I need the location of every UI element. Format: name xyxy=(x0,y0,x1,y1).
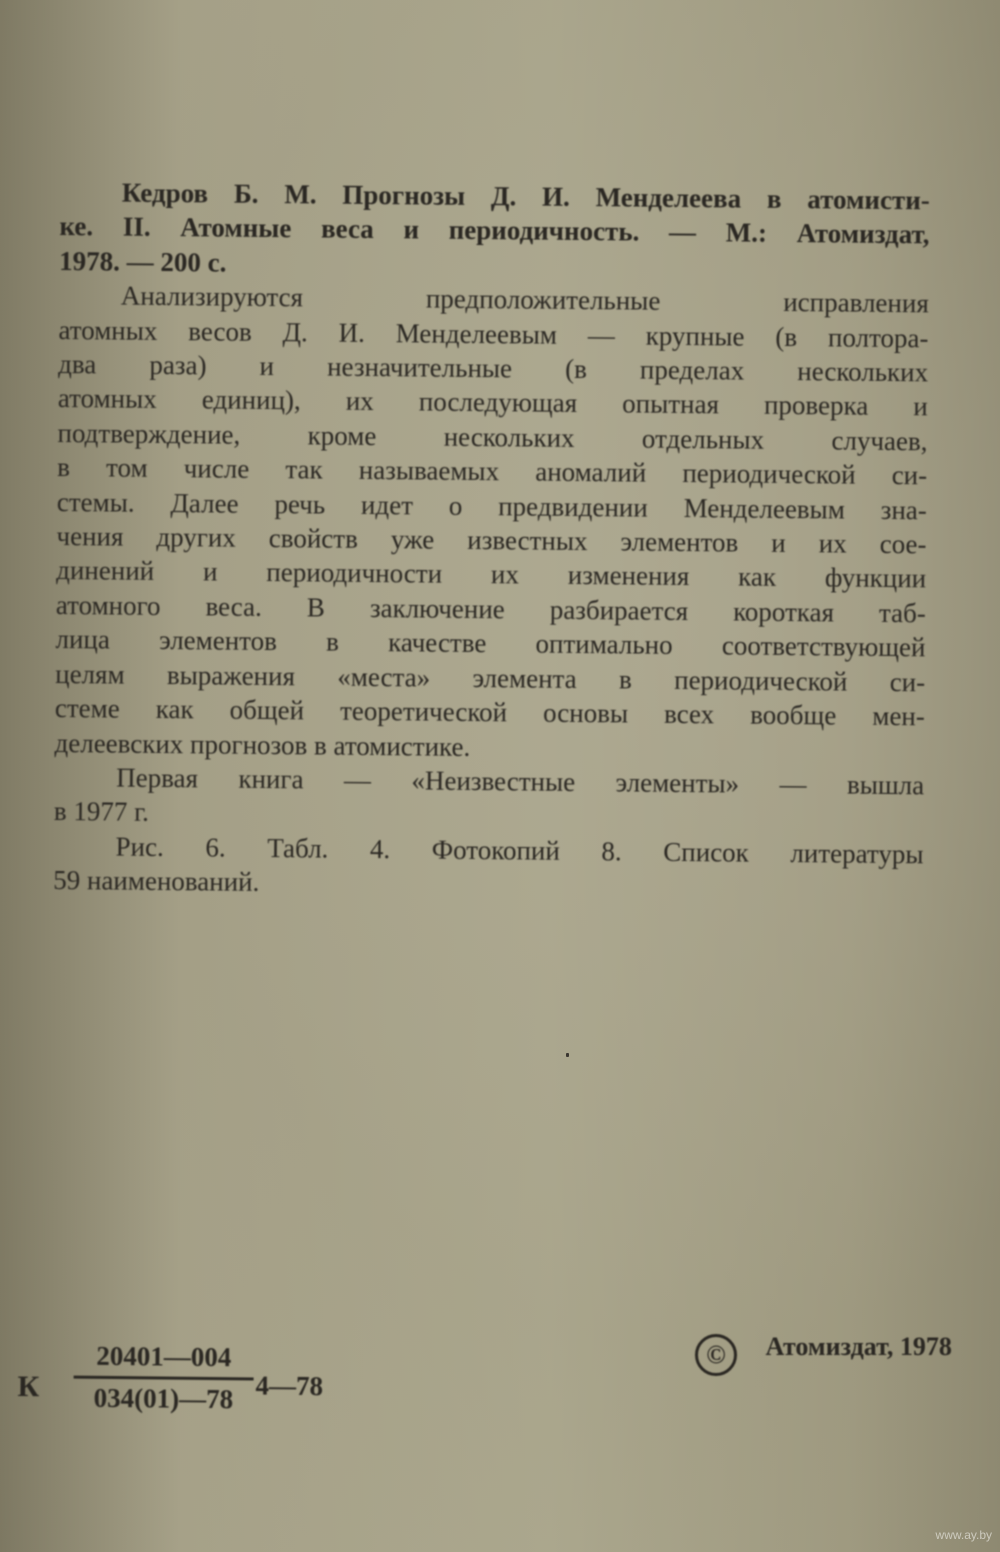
stats-line: 59 наименований. xyxy=(53,865,260,898)
abstract-line: стемы. Далее речь идет о предвидении Менделеевым зна- xyxy=(56,486,927,525)
catalog-fraction xyxy=(73,1341,254,1416)
abstract-line: атомных единиц), их последующая опытная проверка и xyxy=(57,383,928,422)
annotation-text xyxy=(53,175,930,906)
abstract-line: атомного веса. В заключение разбирается короткая таб- xyxy=(55,589,926,629)
copyright-notice xyxy=(695,1331,952,1390)
abstract-line: два раза) и незначительные (в пределах нескольких xyxy=(58,349,929,388)
abstract-line: динений и периодичности их изменения как функции xyxy=(56,555,927,594)
catalog-index-number: 4—78 xyxy=(255,1370,324,1402)
abstract-line: чения других свойств уже известных элементов и их сое- xyxy=(56,521,927,560)
paper-speck xyxy=(566,1053,569,1057)
abstract-line: атомных весов Д. И. Менделеевым — крупные (в полтора- xyxy=(58,314,929,353)
catalog-denominator: 034(01)—78 xyxy=(93,1382,234,1415)
first-book-line: в 1977 г. xyxy=(53,796,150,828)
abstract-line: в том числе так называемых аномалий периодической си- xyxy=(57,452,928,491)
first-book-line: Первая книга — «Неизвестные элементы» — вышла xyxy=(116,762,925,801)
catalog-numerator: 20401—004 xyxy=(96,1340,232,1373)
copyright-text: Атомиздат, 1978 xyxy=(765,1331,952,1361)
abstract-line: стеме как общей теоретической основы всех вообще мен- xyxy=(54,693,925,732)
site-watermark: www.ay.by xyxy=(935,1528,992,1542)
first-book-paragraph xyxy=(54,760,925,837)
abstract-line: лица элементов в качестве оптимально соответствующей xyxy=(55,624,926,663)
bibliographic-citation xyxy=(59,175,930,287)
abstract-line: подтверждение, кроме нескольких отдельных случаев, xyxy=(57,417,928,457)
catalog-k-letter: К xyxy=(17,1369,40,1404)
copyright-icon: © xyxy=(695,1334,737,1376)
citation-line: Кедров Б. М. Прогнозы Д. И. Менделеева в атомисти- xyxy=(121,177,930,216)
stats-line: Рис. 6. Табл. 4. Фотокопий 8. Список литературы xyxy=(115,831,924,870)
stats-paragraph xyxy=(53,829,924,906)
abstract-paragraph xyxy=(54,278,929,768)
abstract-line: Анализируются предположительные исправления xyxy=(120,280,929,319)
citation-line: ке. II. Атомные веса и периодичность. — М.: Атомиздат, xyxy=(59,211,930,250)
fraction-bar xyxy=(74,1376,254,1381)
abstract-line: делеевских прогнозов в атомистике. xyxy=(54,727,471,762)
citation-line: 1978. — 200 с. xyxy=(59,245,227,278)
abstract-line: целям выражения «места» элемента в периодической си- xyxy=(55,658,926,698)
